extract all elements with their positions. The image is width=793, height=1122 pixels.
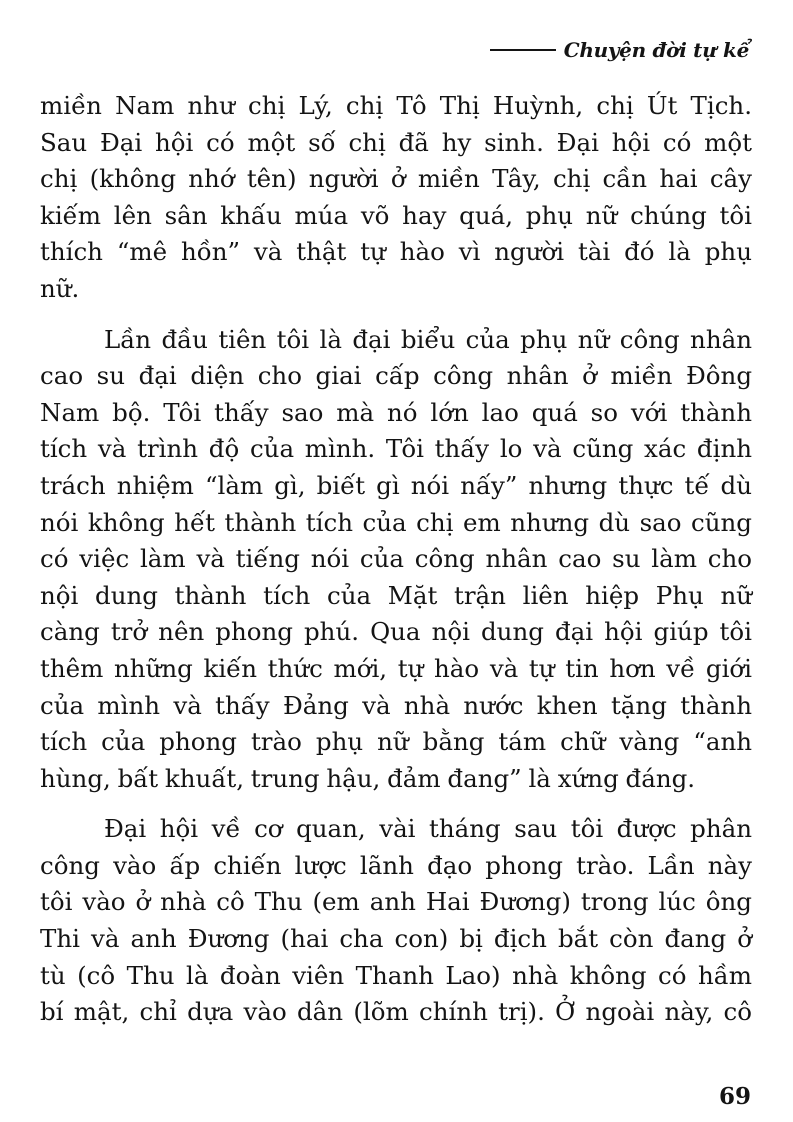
running-header [490,38,749,62]
text-line: thích “mê hồn” và thật tự hào vì người tài đó là phụ [40,237,752,267]
text-line: Đại hội về cơ quan, vài tháng sau tôi được phân [104,814,752,844]
paragraph-3 [40,811,752,1031]
body-text [40,88,752,1031]
text-line: công vào ấp chiến lược lãnh đạo phong trào. Lần này [40,850,752,880]
text-line: chị (không nhớ tên) người ở miền Tây, chị cần hai cây [40,164,752,194]
text-line: tích và trình độ của mình. Tôi thấy lo và cũng xác định [40,434,752,464]
text-line: bí mật, chỉ dựa vào dân (lõm chính trị). Ở ngoài này, cô [40,997,752,1027]
text-line: nói không hết thành tích của chị em nhưng dù sao cũng [40,507,752,537]
text-line: của mình và thấy Đảng và nhà nước khen tặng thành [40,690,752,720]
text-line: tôi vào ở nhà cô Thu (em anh Hai Đương) trong lúc ông [40,887,752,917]
text-line: thêm những kiến thức mới, tự hào và tự tin hơn về giới [40,653,752,683]
header-rule [490,49,556,51]
text-line: Thi và anh Đương (hai cha con) bị địch bắt còn đang ở [40,924,752,954]
text-line: nữ. [40,273,80,303]
text-line: Lần đầu tiên tôi là đại biểu của phụ nữ công nhân [104,324,752,354]
paragraph-2 [40,322,752,798]
paragraph-gap [40,308,752,322]
text-line: tù (cô Thu là đoàn viên Thanh Lao) nhà không có hầm [40,960,752,990]
text-line: hùng, bất khuất, trung hậu, đảm đang” là xứng đáng. [40,763,696,793]
paragraph-gap [40,797,752,811]
page-number: 69 [718,1083,751,1110]
text-line: nội dung thành tích của Mặt trận liên hiệp Phụ nữ [40,580,752,610]
text-line: càng trở nên phong phú. Qua nội dung đại hội giúp tôi [40,617,752,647]
text-line: Nam bộ. Tôi thấy sao mà nó lớn lao quá so với thành [40,397,752,427]
text-line: có việc làm và tiếng nói của công nhân cao su làm cho [40,544,752,574]
text-line: kiếm lên sân khấu múa võ hay quá, phụ nữ chúng tôi [40,200,752,230]
text-line: trách nhiệm “làm gì, biết gì nói nấy” nhưng thực tế dù [40,470,752,500]
text-line: tích của phong trào phụ nữ bằng tám chữ vàng “anh [40,727,752,757]
text-line: miền Nam như chị Lý, chị Tô Thị Huỳnh, chị Út Tịch. [40,91,752,120]
running-header-title: Chuyện đời tự kể [563,38,749,62]
paragraph-1 [40,88,752,308]
text-line: cao su đại diện cho giai cấp công nhân ở miền Đông [40,361,752,391]
text-line: Sau Đại hội có một số chị đã hy sinh. Đại hội có một [40,127,752,157]
